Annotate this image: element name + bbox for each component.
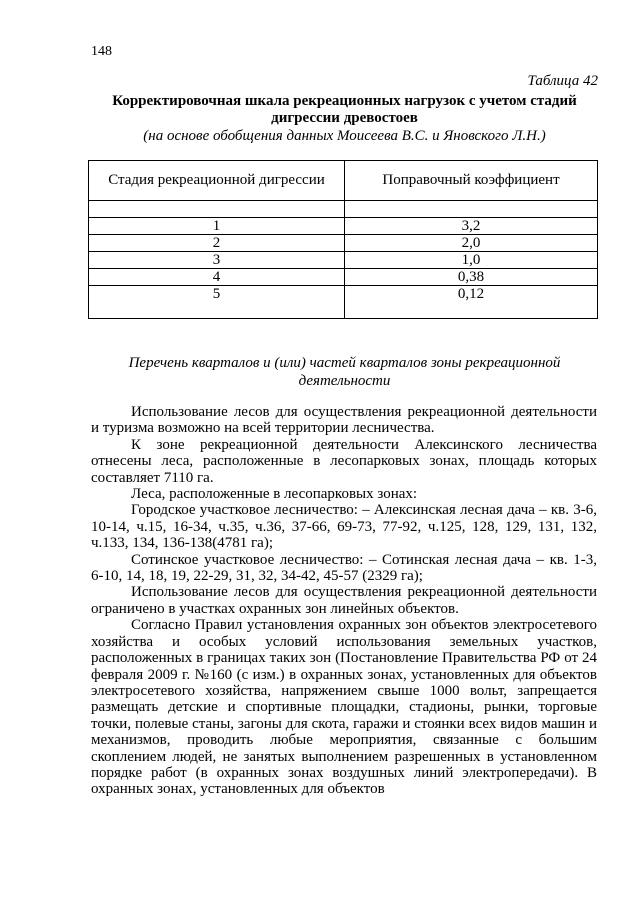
table-row <box>89 235 598 252</box>
coefficient-cell: 1,0 <box>345 252 598 269</box>
paragraph: Согласно Правил установления охранных зон объектов электросетевого хозяйства и особых условий использования земельных участков, расположенных в границах таких зон (Постановление Правительства РФ от 24 февраля 2009 г. №160 (с изм.) в охранных зонах, установленных для объектов электросетевого хозяйства, напряжением свыше 1000 вольт, запрещается размещать детские и спортивные площадки, стадионы, рынки, торговые точки, полевые станы, загоны для скота, гаражи и стоянки всех видов машин и механизмов, проводить любые мероприятия, связанные с большим скоплением людей, не занятых выполнением разрешенных в установленном порядке работ (в охранных зонах воздушных линий электропередачи). В охранных зонах, установленных для объектов <box>91 617 597 798</box>
stage-cell: 4 <box>89 269 345 286</box>
section-heading: Перечень кварталов и (или) частей кварталов зоны рекреационной деятельности <box>128 355 561 389</box>
table-row <box>89 286 598 319</box>
paragraph: Леса, расположенные в лесопарковых зонах: <box>131 486 418 503</box>
coefficient-cell: 3,2 <box>345 218 598 235</box>
table-title: Корректировочная шкала рекреационных нагрузок с учетом стадий дигрессии древостоев <box>112 93 577 126</box>
coefficient-cell: 2,0 <box>345 235 598 252</box>
table-row <box>89 252 598 269</box>
stage-cell: 2 <box>89 235 345 252</box>
header-coefficient: Поправочный коэффициент <box>345 161 598 201</box>
paragraph: Городское участковое лесничество: – Алексинская лесная дача – кв. 3-6, 10-14, ч.15, 16-34, ч.35, ч.36, 37-66, 69-73, 77-92, ч.125, 128, 129, 131, 132, ч.133, 134, 136-138(4781 га); <box>91 502 597 552</box>
table-header-row <box>89 161 598 201</box>
stage-cell: 1 <box>89 218 345 235</box>
paragraph: Использование лесов для осуществления рекреационной деятельности и туризма возможно на всей территории лесничества. <box>91 404 597 437</box>
paragraph: Сотинское участковое лесничество: – Сотинская лесная дача – кв. 1-3, 6-10, 14, 18, 19, 22-29, 31, 32, 34-42, 45-57 (2329 га); <box>91 551 597 585</box>
body-text <box>91 404 597 798</box>
correction-scale-table <box>88 160 598 319</box>
paragraph: К зоне рекреационной деятельности Алексинского лесничества отнесены леса, расположенные в лесопарковых зонах, площадь которых составляет 7110 га. <box>91 436 597 486</box>
coefficient-cell: 0,12 <box>345 286 598 319</box>
header-stage: Стадия рекреационной дигрессии <box>89 161 345 201</box>
coefficient-cell: 0,38 <box>345 269 598 286</box>
table-row <box>89 218 598 235</box>
table-subtitle: (на основе обобщения данных Моисеева В.С. и Яновского Л.Н.) <box>143 128 546 144</box>
table-row <box>89 269 598 286</box>
table-blank-row <box>89 201 598 218</box>
paragraph: Использование лесов для осуществления рекреационной деятельности ограничено в участках охранных зон линейных объектов. <box>91 584 597 617</box>
page-number: 148 <box>91 44 112 59</box>
stage-cell: 3 <box>89 252 345 269</box>
stage-cell: 5 <box>89 286 345 319</box>
table-number: Таблица 42 <box>527 73 598 89</box>
